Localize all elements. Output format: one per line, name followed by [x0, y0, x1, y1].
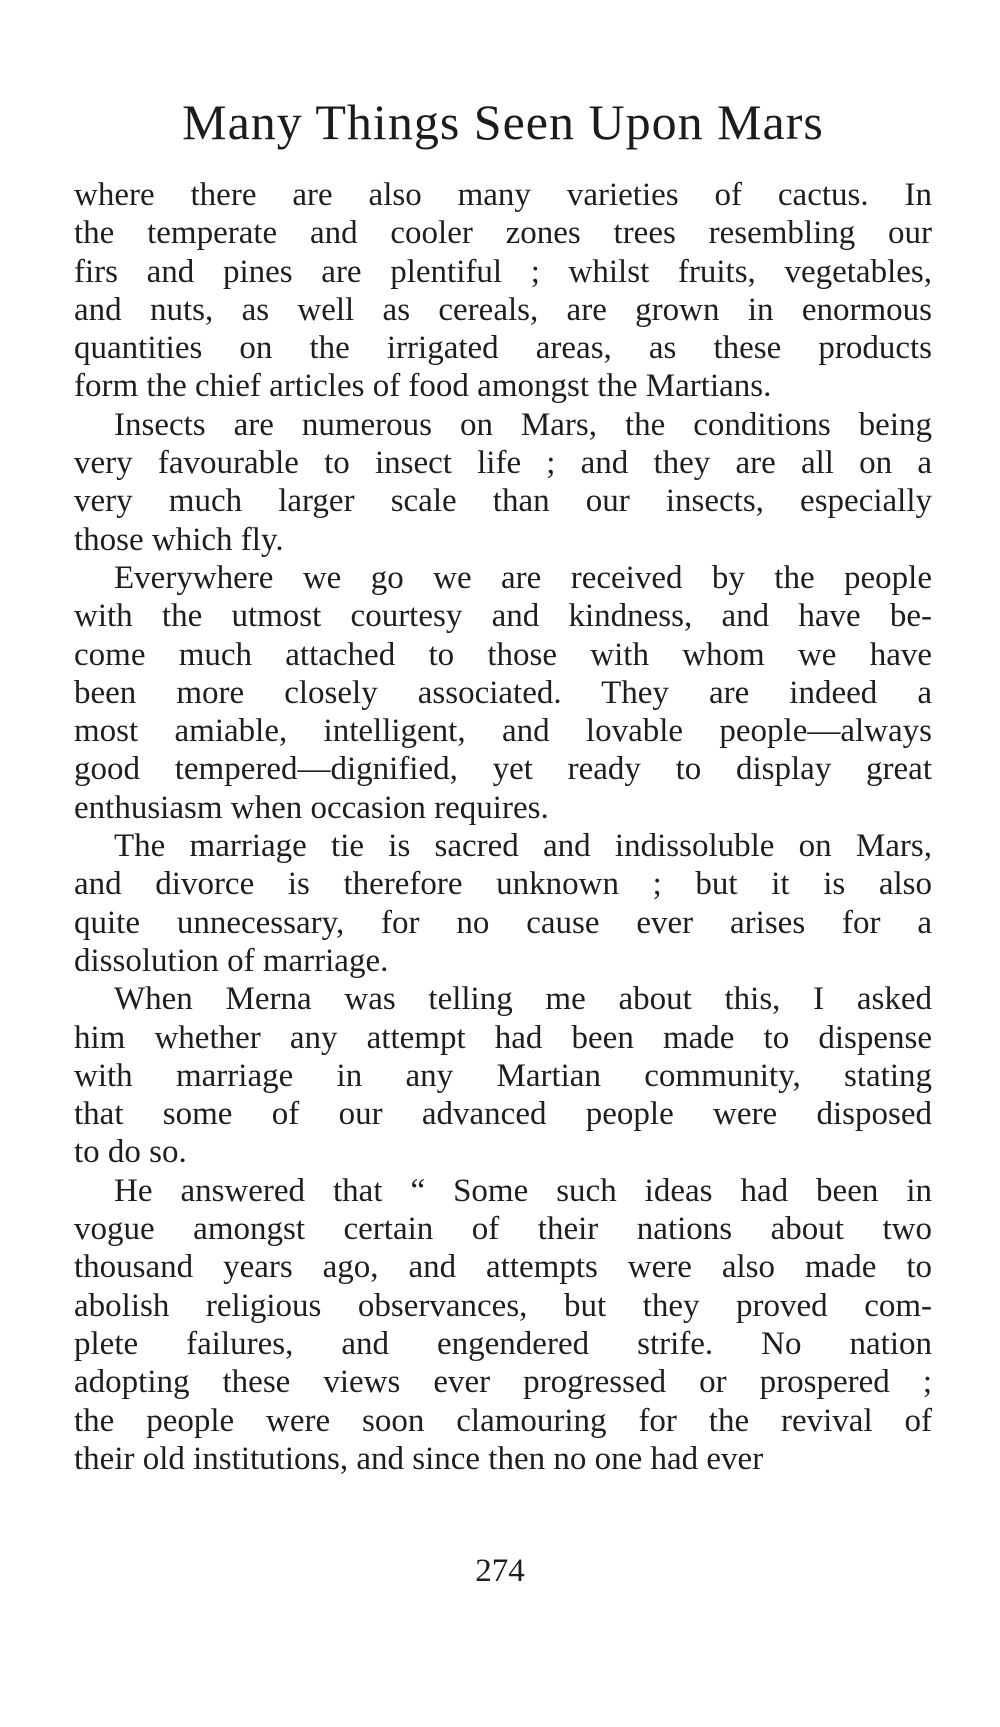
text-line: vogue amongst certain of their nations about two	[74, 1211, 932, 1248]
text-line: him whether any attempt had been made to dispense	[74, 1019, 932, 1056]
text-line: quite unnecessary, for no cause ever arises for a	[74, 904, 932, 941]
text-line: most amiable, intelligent, and lovable people—always	[74, 713, 932, 750]
text-line: with the utmost courtesy and kindness, and have be-	[74, 598, 932, 635]
text-line: The marriage tie is sacred and indissoluble on Mars,	[114, 828, 932, 865]
text-line: where there are also many varieties of cactus. In	[74, 177, 932, 213]
text-line: form the chief articles of food amongst the Martians.	[74, 368, 772, 405]
paragraph	[74, 176, 932, 406]
text-line: very much larger scale than our insects, especially	[74, 483, 932, 520]
text-line: the people were soon clamouring for the revival of	[74, 1402, 932, 1439]
text-line: those which fly.	[74, 521, 284, 558]
running-head: Many Things Seen Upon Mars	[182, 94, 824, 150]
text-line: to do so.	[74, 1134, 187, 1171]
text-line: with marriage in any Martian community, stating	[74, 1057, 932, 1094]
text-line: and divorce is therefore unknown ; but it is also	[74, 866, 932, 903]
paragraph	[74, 1172, 932, 1478]
text-line: abolish religious observances, but they proved com-	[74, 1287, 932, 1324]
text-line: good tempered—dignified, yet ready to display great	[74, 751, 932, 788]
text-line: When Merna was telling me about this, I asked	[114, 981, 932, 1018]
text-line: firs and pines are plentiful ; whilst fruits, vegetables,	[74, 253, 932, 290]
text-line: plete failures, and engendered strife. No nation	[74, 1325, 932, 1362]
page-number: 274	[475, 1553, 525, 1589]
text-line: and nuts, as well as cereals, are grown in enormous	[74, 291, 932, 328]
text-line: adopting these views ever progressed or prospered ;	[74, 1364, 932, 1401]
body-text	[74, 176, 932, 1478]
text-line: Everywhere we go we are received by the people	[114, 559, 932, 596]
text-line: enthusiasm when occasion requires.	[74, 789, 549, 826]
text-line: been more closely associated. They are indeed a	[74, 674, 932, 711]
text-line: Insects are numerous on Mars, the conditions being	[114, 406, 932, 443]
text-line: very favourable to insect life ; and they are all on a	[74, 445, 932, 482]
paragraph	[74, 980, 932, 1171]
text-line: the temperate and cooler zones trees resembling our	[74, 215, 932, 252]
paragraph	[74, 827, 932, 980]
text-line: dissolution of marriage.	[74, 942, 389, 979]
text-line: their old institutions, and since then no one had ever	[74, 1440, 764, 1477]
paragraph	[74, 559, 932, 827]
text-line: quantities on the irrigated areas, as these products	[74, 330, 932, 367]
text-line: that some of our advanced people were disposed	[74, 1096, 932, 1133]
paragraph	[74, 406, 932, 559]
text-line: thousand years ago, and attempts were also made to	[74, 1249, 932, 1286]
text-line: He answered that “ Some such ideas had been in	[114, 1172, 932, 1209]
text-line: come much attached to those with whom we have	[74, 636, 932, 673]
